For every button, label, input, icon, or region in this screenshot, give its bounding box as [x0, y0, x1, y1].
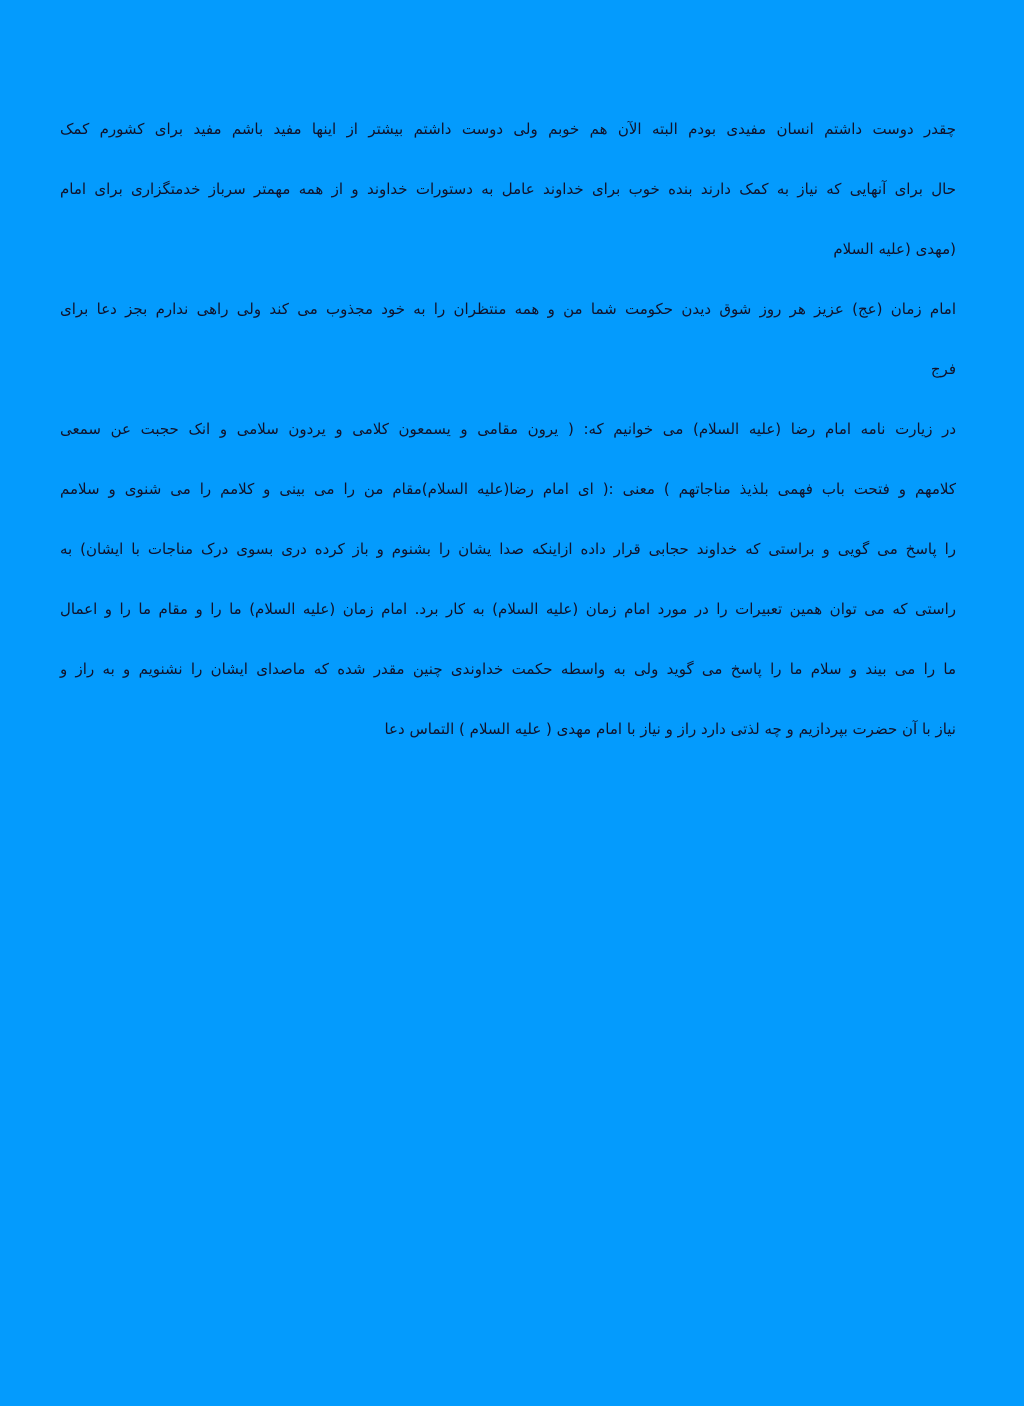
text-line-2: حال برای آنهایی که نیاز به کمک دارند بنده خوب برای خداوند عامل به دستورات خداوند و از همه مهمتر سرباز خدمتگزاری برای امام — [60, 180, 956, 198]
text-line-6: در زیارت نامه امام رضا (علیه السلام) می خوانیم که: ( یرون مقامی و یسمعون کلامی و یردون سلامی و انک حجبت عن سمعی — [60, 420, 956, 438]
text-line-4: امام زمان (عج) عزیز هر روز شوق دیدن حکومت شما من و همه منتظران را به خود مجذوب می کند ولی راهی ندارم بجز دعا برای — [60, 300, 956, 318]
text-line-11: نیاز با آن حضرت بپردازیم و چه لذتی دارد راز و نیاز با امام مهدی ( علیه السلام ) التماس دعا — [384, 720, 956, 738]
text-line-1: چقدر دوست داشتم انسان مفیدی بودم البته الآن هم خوبم ولی دوست داشتم بیشتر از اینها مفید باشم مفید برای کشورم کمک — [60, 120, 956, 138]
text-line-7: کلامهم و فتحت باب فهمی بلذیذ مناجاتهم ) معنی :( ای امام رضا(علیه السلام)مقام من را می بینی و کلامم را می شنوی و سلامم — [60, 480, 956, 498]
text-line-5: فرج — [930, 360, 956, 378]
text-line-10: ما را می بیند و سلام ما را پاسخ می گوید ولی به واسطه حکمت خداوندی چنین مقدر شده که ماصدای ایشان را نشنویم و به راز و — [60, 660, 956, 678]
text-line-8: را پاسخ می گویی و براستی که خداوند حجابی قرار داده ازاینکه صدا یشان را بشنوم و باز کرده دری بسوی درک مناجات با ایشان) به — [60, 540, 956, 558]
article-text — [60, 112, 956, 772]
text-line-9: راستی که می توان همین تعبیرات را در مورد امام زمان (علیه السلام) به کار برد. امام زمان (علیه السلام) ما را و مقام ما را و اعمال — [60, 600, 956, 618]
text-line-3: (مهدی (علیه السلام — [833, 240, 956, 258]
